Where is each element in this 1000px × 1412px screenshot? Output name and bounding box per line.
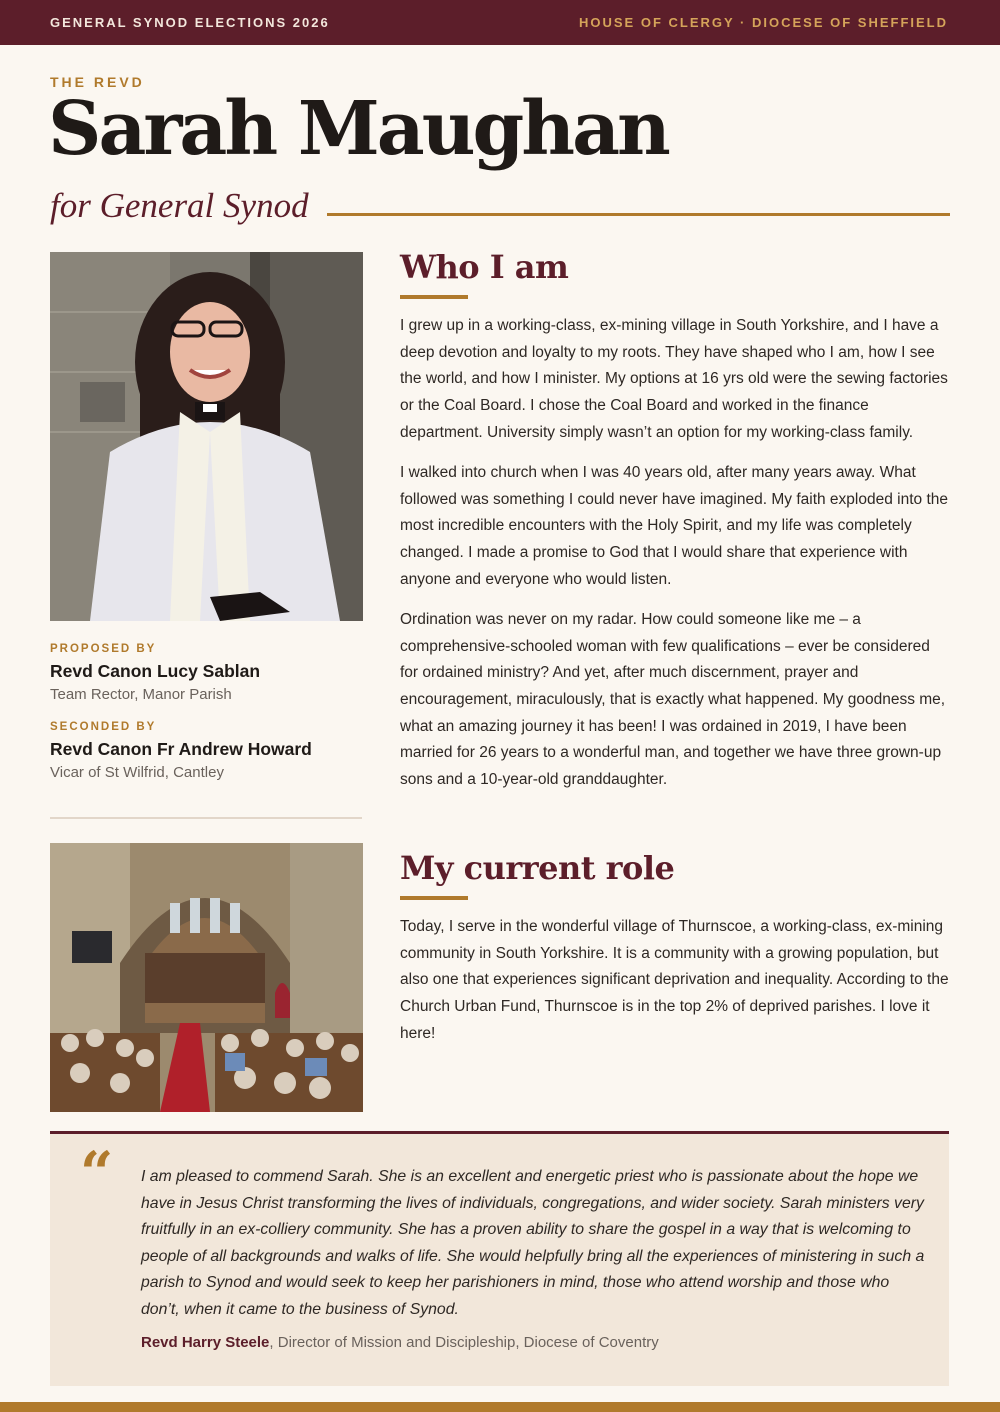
- heading-underline: [400, 896, 468, 900]
- house-diocese-label: HOUSE OF CLERGY · DIOCESE OF SHEFFIELD: [578, 15, 948, 30]
- section-who-i-am: [400, 250, 950, 793]
- quote-mark-icon: “: [80, 1139, 114, 1207]
- paragraph: I grew up in a working-class, ex-mining village in South Yorkshire, and I have a deep devotion and loyalty to my roots. They have shaped who I am, how I see the world, and how I minister. My options at 16 yrs old were the sewing factories or the Coal Board. I chose the Coal Board and worked in the finance department. University simply wasn’t an option for my working-class family.: [400, 317, 948, 441]
- sidebar-divider: [50, 817, 362, 819]
- quote-author-role: , Director of Mission and Discipleship, Diocese of Coventry: [269, 1334, 659, 1351]
- paragraph: I walked into church when I was 40 years old, after many years away. What followed was something I could never have imagined. My faith exploded into the most incredible encounters with the Holy Spirit, and my life was completely changed. I made a promise to God that I would share that experience with anyone and everyone who would listen.: [400, 464, 948, 588]
- proposer-role: Team Rector, Manor Parish: [50, 686, 232, 703]
- election-title: GENERAL SYNOD ELECTIONS 2026: [50, 15, 330, 30]
- seconder-name: Revd Canon Fr Andrew Howard: [50, 739, 312, 759]
- tagline-divider: [327, 213, 950, 216]
- proposer-block: [50, 643, 363, 703]
- section-current-role: [400, 851, 950, 1047]
- quote-author: Revd Harry Steele: [141, 1334, 270, 1351]
- heading-underline: [400, 295, 468, 299]
- seconder-role: Vicar of St Wilfrid, Cantley: [50, 764, 224, 781]
- top-banner: [0, 0, 1000, 45]
- candidate-honorific: THE REVD: [50, 74, 145, 90]
- paragraph: Today, I serve in the wonderful village of Thurnscoe, a working-class, ex-mining community in South Yorkshire. It is a community with a growing population, but also one that experiences significant deprivation and inequality. According to the Church Urban Fund, Thurnscoe is in the top 2% of deprived parishes. I love it here!: [400, 918, 949, 1042]
- footer-bar: [0, 1402, 1000, 1412]
- endorsement-quote: [50, 1131, 949, 1386]
- quote-text: I am pleased to commend Sarah. She is an excellent and energetic priest who is passionate about the hope we have in Jesus Christ transforming the lives of individuals, congregations, and wider society. Sarah ministers very fruitfully in an ex-colliery community. She has a proven ability to share the gospel in a way that is welcoming to people of all backgrounds and walks of life. She would helpfully bring all the experiences of ministering in such a parish to Synod and would seek to keep her parishioners in mind, those who attend worship and those who don’t, when it came to the business of Synod.: [141, 1168, 925, 1318]
- sponsors-panel: [50, 643, 363, 781]
- seconder-label: SECONDED BY: [50, 721, 157, 733]
- section-heading: Who I am: [400, 248, 569, 286]
- candidate-tagline: for General Synod: [50, 186, 309, 225]
- paragraph: Ordination was never on my radar. How could someone like me – a comprehensive-schooled woman with few qualifications – ever be considered for ordained ministry? And yet, after much discernment, prayer and encouragement, miraculously, that is exactly what happened. My goodness me, what an amazing journey it has been! I was ordained in 2019, I have been married for 26 years to a wonderful man, and together we have three grown-up sons and a 10-year-old granddaughter.: [400, 611, 946, 788]
- seconder-block: [50, 721, 363, 781]
- tagline-row: [50, 184, 950, 228]
- candidate-name: Sarah Maughan: [48, 86, 668, 172]
- church-interior-photo: [50, 843, 363, 1112]
- quote-attribution: [141, 1334, 659, 1351]
- proposer-label: PROPOSED BY: [50, 643, 157, 655]
- proposer-name: Revd Canon Lucy Sablan: [50, 661, 261, 681]
- candidate-portrait-photo: [50, 252, 363, 621]
- section-heading: My current role: [400, 849, 675, 887]
